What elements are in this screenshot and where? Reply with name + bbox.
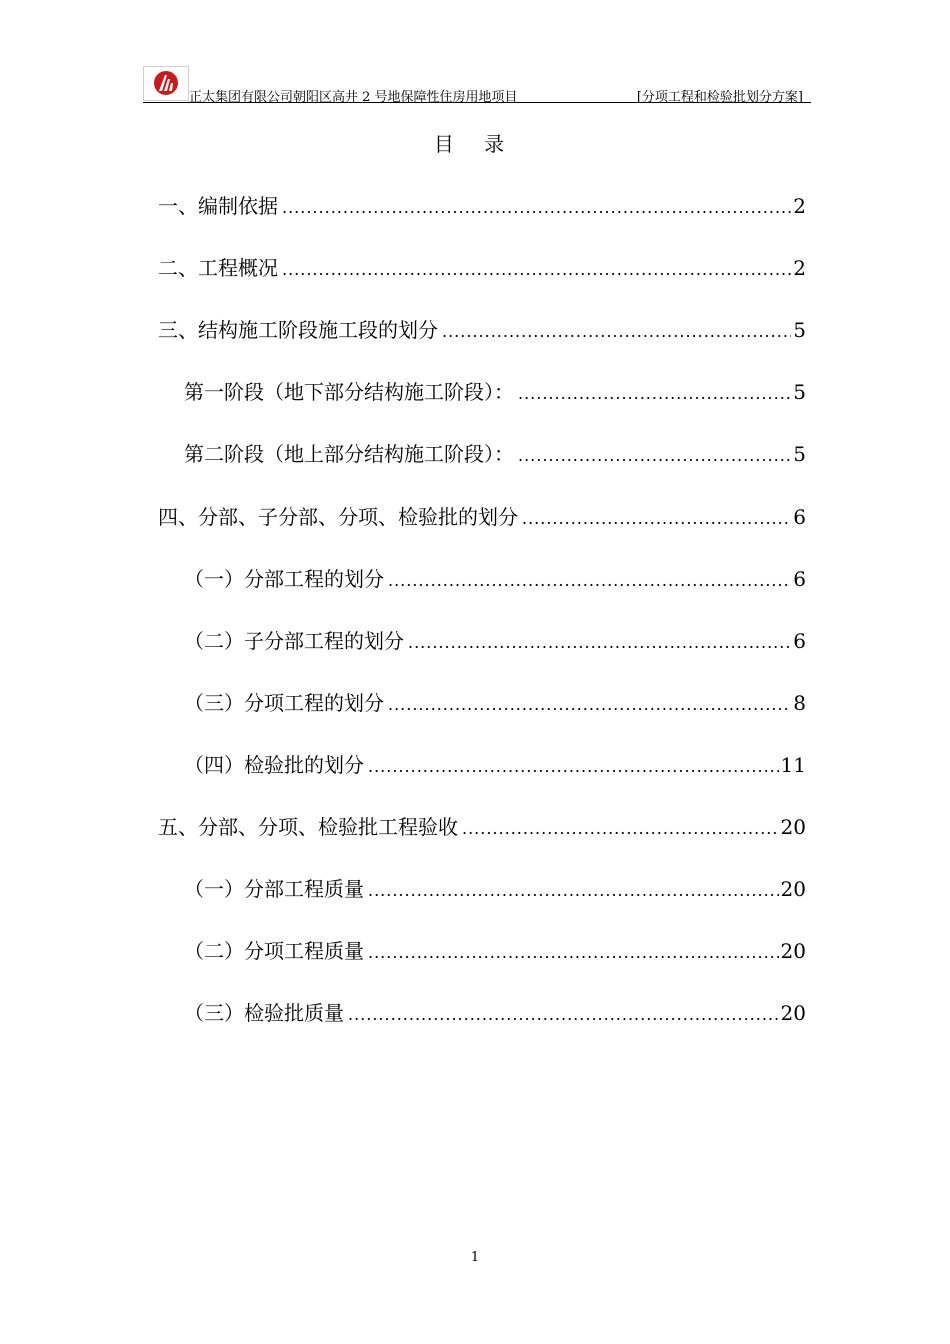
toc-entry[interactable] [184,935,806,965]
toc-entry[interactable] [184,563,806,593]
toc-entry[interactable] [184,749,806,779]
toc-leader-dots [522,509,791,528]
toc-entry-page: 2 [793,256,806,280]
toc-entry[interactable] [184,687,806,717]
toc-leader-dots [518,384,791,403]
toc-leader-dots [442,322,791,341]
header-project-name: 正太集团有限公司朝阳区高井 2 号地保障性住房用地项目 [189,90,518,105]
toc-entry-page: 5 [793,318,806,342]
toc-title: 目 录 [433,132,517,156]
toc-entry-label: 第一阶段（地下部分结构施工阶段）： [184,380,514,404]
toc-entry-label: （一）分部工程的划分 [184,567,384,591]
toc-leader-dots [462,819,779,838]
toc-entry-page: 8 [793,691,806,715]
toc-entry-label: 第二阶段（地上部分结构施工阶段）： [184,442,514,466]
toc-leader-dots [282,260,791,279]
toc-entry-label: 一、编制依据 [158,194,278,218]
toc-entry-page: 20 [780,1001,806,1025]
toc-leader-dots [518,446,791,465]
toc-entry-page: 20 [780,939,806,963]
toc-entry-page: 6 [793,567,806,591]
header-document-title: [分项工程和检验批划分方案] [636,90,803,105]
toc-entry-label: （三）分项工程的划分 [184,691,384,715]
company-logo-icon [143,66,189,101]
toc-leader-dots [368,943,779,962]
toc-entry-label: （二）分项工程质量 [184,939,364,963]
toc-entry[interactable] [184,873,806,903]
toc-entry[interactable] [184,997,806,1027]
toc-entry-page: 5 [793,380,806,404]
toc-entry-page: 20 [780,877,806,901]
toc-leader-dots [388,571,791,590]
toc-entry[interactable] [184,625,806,655]
toc-entry[interactable] [184,438,806,468]
toc-entry[interactable] [158,190,806,220]
toc-leader-dots [368,881,779,900]
toc-entry[interactable] [158,252,806,282]
toc-entry-page: 6 [793,629,806,653]
toc-entry-label: 二、工程概况 [158,256,278,280]
toc-entry-page: 20 [780,815,806,839]
toc-entry[interactable] [158,501,806,531]
toc-leader-dots [368,757,779,776]
toc-entry[interactable] [184,376,806,406]
toc-entry[interactable] [158,811,806,841]
toc-leader-dots [282,198,791,217]
toc-leader-dots [348,1005,779,1024]
toc-entry-page: 2 [793,194,806,218]
page-number: 1 [470,1250,480,1265]
toc-entry[interactable] [158,314,806,344]
toc-entry-page: 11 [780,753,806,777]
toc-entry-label: （四）检验批的划分 [184,753,364,777]
toc-entry-label: （一）分部工程质量 [184,877,364,901]
toc-entry-label: 三、结构施工阶段施工段的划分 [158,318,438,342]
toc-leader-dots [408,633,791,652]
page-header [143,66,811,103]
toc-entry-page: 5 [793,442,806,466]
toc-entry-label: （三）检验批质量 [184,1001,344,1025]
toc-entry-page: 6 [793,505,806,529]
toc-entry-label: 四、分部、子分部、分项、检验批的划分 [158,505,518,529]
toc-entry-label: 五、分部、分项、检验批工程验收 [158,815,458,839]
logo-graphic [153,70,179,96]
toc-leader-dots [388,695,791,714]
toc-entry-label: （二）子分部工程的划分 [184,629,404,653]
